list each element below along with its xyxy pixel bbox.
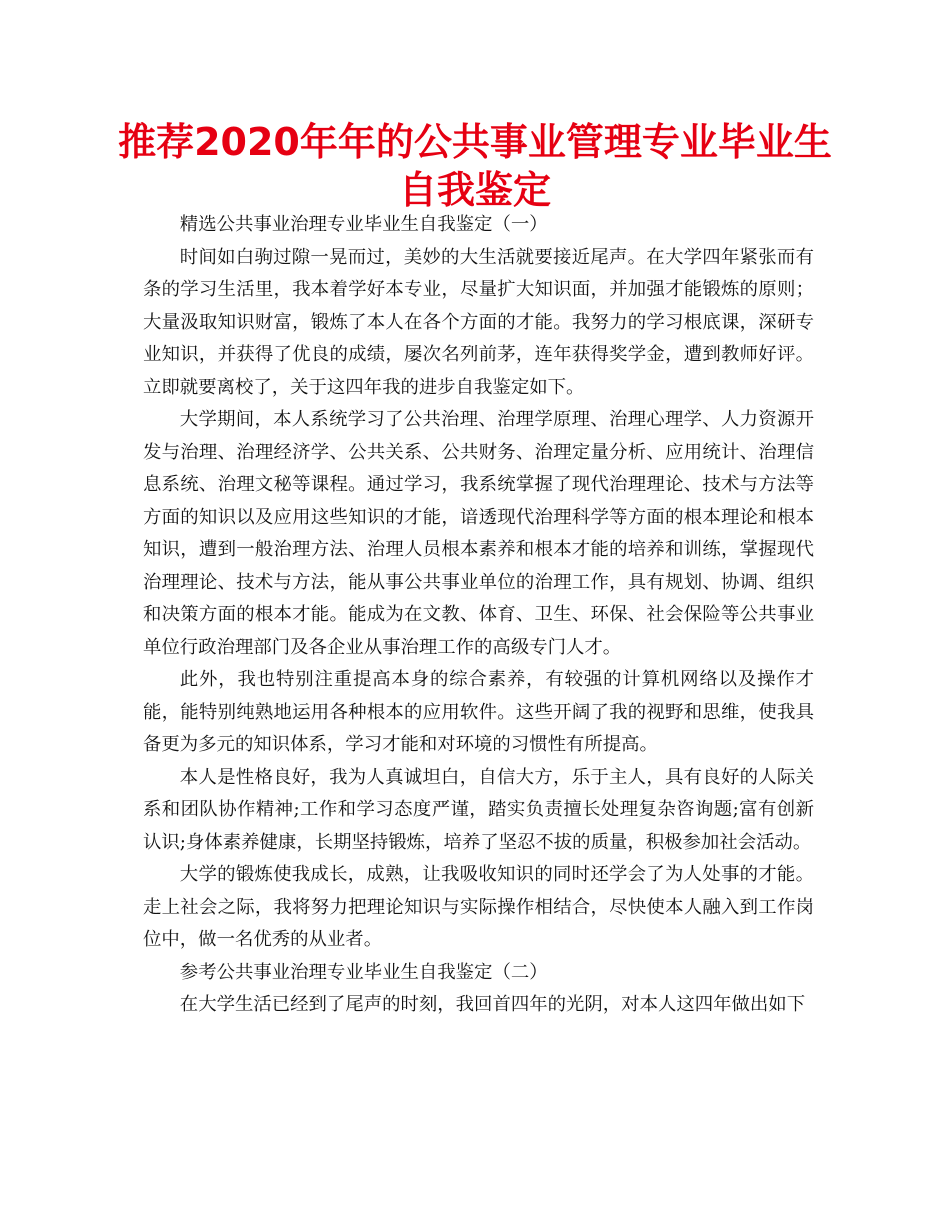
paragraph: 在大学生活已经到了尾声的时刻，我回首四年的光阴，对本人这四年做出如下 — [179, 994, 806, 1015]
paragraph: 时间如白驹过隙一晃而过，美妙的大生活就要接近尾声。在大学四年紧张而有条的学习生活里，我本着学好本专业，尽量扩大知识面，并加强才能锻炼的原则；大量汲取知识财富，锻炼了本人在各个方面的才能。我努力的学习根底课，深研专业知识，并获得了优良的成绩，屡次名列前茅，连年获得奖学金，遭到教师好评。立即就要离校了，关于这四年我的进步自我鉴定如下。 — [143, 246, 814, 398]
document-title: 推荐2020年年的公共事业管理专业毕业生自我鉴定 — [118, 120, 832, 212]
paragraph: 此外，我也特别注重提高本身的综合素养，有较强的计算机网络以及操作才能，能特别纯熟地运用各种根本的应用软件。这些开阔了我的视野和思维，使我具备更为多元的知识体系，学习才能和对环境的习惯性有所提高。 — [143, 669, 814, 755]
document-body — [143, 209, 814, 1022]
paragraph: 本人是性格良好，我为人真诚坦白，自信大方，乐于主人，具有良好的人际关系和团队协作精神;工作和学习态度严谨，踏实负责擅长处理复杂咨询题;富有创新认识;身体素养健康，长期坚持锻炼，培养了坚忍不拔的质量，积极参加社会活动。 — [143, 766, 814, 853]
section-heading-1: 精选公共事业治理专业毕业生自我鉴定（一） — [179, 214, 548, 235]
paragraph: 大学期间，本人系统学习了公共治理、治理学原理、治理心理学、人力资源开发与治理、治理经济学、公共关系、公共财务、治理定量分析、应用统计、治理信息系统、治理文秘等课程。通过学习，我系统掌握了现代治理理论、技术与方法等方面的知识以及应用这些知识的才能，谙透现代治理科学等方面的根本理论和根本知识，遭到一般治理方法、治理人员根本素养和根本才能的培养和训练，掌握现代治理理论、技术与方法，能从事公共事业单位的治理工作，具有规划、协调、组织和决策方面的根本才能。能成为在文教、体育、卫生、环保、社会保险等公共事业单位行政治理部门及各企业从事治理工作的高级专门人才。 — [143, 409, 814, 658]
section-heading-2: 参考公共事业治理专业毕业生自我鉴定（二） — [179, 961, 548, 983]
paragraph: 大学的锻炼使我成长，成熟，让我吸收知识的同时还学会了为人处事的才能。走上社会之际，我将努力把理论知识与实际操作相结合，尽快使本人融入到工作岗位中，做一名优秀的从业者。 — [143, 864, 814, 950]
